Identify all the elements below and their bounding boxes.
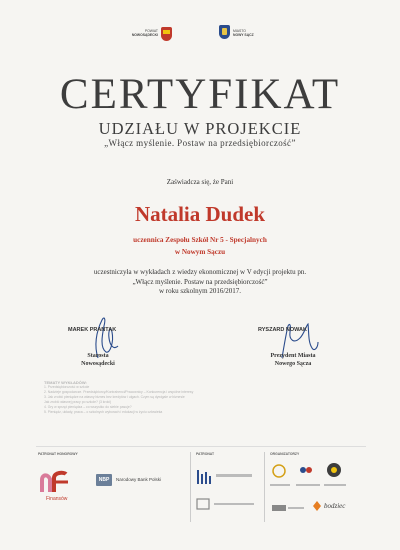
- topic-item: 1. Przedsiębiorczość w szkole: [44, 385, 90, 389]
- lecture-topics: [44, 380, 344, 415]
- topic-item: 3. Jak zrobić pieniądze na własny biznes bez kredytów i ulgach. Czym są dywigale w biznesie: [44, 395, 185, 399]
- certificate-title: CERTYFIKAT: [59, 71, 341, 118]
- patronage-logo-icon: [196, 468, 212, 486]
- patronage-logo-text: [214, 503, 254, 505]
- bodziec-logo-icon: [312, 500, 322, 512]
- organizer-logo-icon: [272, 504, 286, 512]
- right-role-line1: Prezydent Miasta: [270, 353, 316, 359]
- right-role-line2: Nowego Sącza: [274, 361, 312, 367]
- nowy-sacz-logo-line2: NOWY SĄCZ: [233, 33, 254, 37]
- right-signatory-name: RYSZARD NOWAK: [258, 327, 307, 333]
- nbp-badge: [96, 474, 112, 486]
- topics-heading: TEMATY WYKŁADÓW:: [44, 380, 87, 385]
- powiat-crest-icon: [161, 27, 172, 41]
- recipient-name: Natalia Dudek: [134, 202, 266, 226]
- project-name: „Włącz myślenie. Postaw na przedsiębiorczość”: [104, 138, 296, 148]
- patronage-logo-icon: [196, 498, 210, 510]
- ministry-finance-label: Finansów: [46, 496, 68, 502]
- organizer-logo-icon: [272, 464, 286, 478]
- nowy-sacz-crest-icon: [219, 25, 230, 39]
- organizer-logo-text: [288, 507, 304, 509]
- organizer-logo-icon: [298, 462, 314, 478]
- left-signatory-name: MAREK PRANTAK: [68, 327, 117, 333]
- recipient-role-line2: w Nowym Sączu: [174, 248, 226, 256]
- powiat-logo-line2: NOWOSĄDECKI: [131, 33, 158, 37]
- organizer-logo-text: [296, 484, 320, 486]
- footer-heading-honorary: PATRONAT HONOROWY: [38, 452, 78, 456]
- nowy-sacz-logo-line1: MIASTO: [233, 29, 246, 33]
- footer-heading-patronage: PATRONAT: [196, 452, 215, 456]
- body-line1: uczestniczyła w wykładach z wiedzy ekonomicznej w V edycji projektu pn.: [93, 268, 307, 276]
- body-line3: w roku szkolnym 2016/2017.: [158, 287, 242, 295]
- body-line2: „Włącz myślenie. Postaw na przedsiębiorczość”: [132, 277, 268, 286]
- left-role-line2: Nowosądecki: [81, 361, 115, 367]
- organizer-logo-icon: [326, 462, 342, 478]
- powiat-logo-text: [118, 29, 158, 37]
- topic-item: Jak zrobić własnej pracy po szkole? (3 kroki): [44, 400, 112, 404]
- left-role-line1: Starosta: [87, 353, 109, 359]
- topic-item: 4. Gry w sprzęt pieniądza – co wszystko do siebie pasuje?: [44, 405, 132, 409]
- nbp-badge-text: NBP: [98, 477, 110, 483]
- certificate-intro: Zaświadcza się, że Pani: [166, 178, 234, 186]
- organizer-logo-text: [270, 484, 290, 486]
- footer-heading-organizers: ORGANIZATORZY: [270, 452, 300, 456]
- nowy-sacz-logo-text: [233, 29, 273, 37]
- certificate-subtitle: UDZIAŁU W PROJEKCIE: [98, 119, 302, 138]
- left-signatory-role: [58, 352, 138, 368]
- topic-item: 2. Nadzieje gospodarcze. Przedsiębiorcy/Kontrahenci/Pracownicy – Konkurencja i wspólne interesy: [44, 390, 194, 394]
- patronage-logo-text: [216, 474, 252, 477]
- bodziec-logo-text: bodziec: [324, 502, 346, 510]
- ministry-finance-logo-icon: [40, 470, 70, 494]
- footer-separator: [190, 452, 191, 522]
- organizer-logo-text: [324, 484, 346, 486]
- recipient-role-line1: uczennica Zespołu Szkół Nr 5 - Specjalnych: [133, 236, 267, 244]
- powiat-logo-line1: POWIAT: [144, 29, 158, 33]
- right-signatory-role: [253, 352, 333, 368]
- footer-divider: [36, 446, 366, 447]
- footer-separator: [264, 452, 265, 522]
- certificate-body: [0, 268, 400, 297]
- recipient-role: [0, 234, 400, 258]
- nbp-name: Narodowy Bank Polski: [116, 477, 162, 482]
- topic-item: 5. Pieniądz, układy, praca – o szkolnych wyborach i edukacji w życiu człowieka: [44, 410, 163, 414]
